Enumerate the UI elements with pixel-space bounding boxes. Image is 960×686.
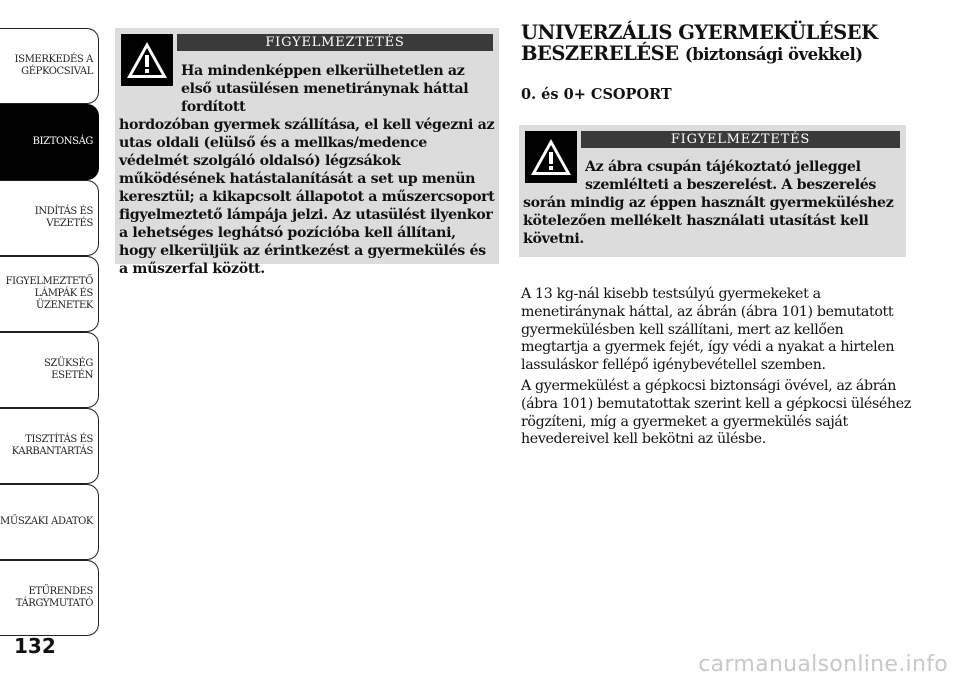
warning-text-lead: Ha mindenképpen elkerülhetetlen az első utasülésen menetiránynak háttal fordított [181, 63, 469, 115]
tab-biztonsag[interactable]: BIZTONSÁG [0, 104, 99, 180]
tab-tisztitas[interactable]: TISZTÍTÁS ÉS KARBANTARTÁS [0, 408, 99, 484]
section-title [521, 22, 921, 65]
warning-header: FIGYELMEZTETÉS [581, 131, 900, 148]
warning-text-rest: hordozóban gyermek szállítása, el kell végezni az utas oldali (elülső és a mellkas/medence védelmét szolgáló oldalsó) légzsákok működésének hatástalanítását a set up menün keresztül; a kikapcsolt állapotot a műszercsoport figyelmeztető lámpája jelzi. Az utasülést ilyenkor a lehetséges leghátsó pozícióba kell állítani, hogy elkerüljük az érintkezést a gyermekülés és a műszerfal között. [119, 117, 495, 277]
group-heading: 0. és 0+ CSOPORT [521, 86, 672, 103]
page-number: 132 [14, 634, 56, 658]
warning-text [119, 62, 495, 278]
body-paragraph: A gyermekülést a gépkocsi biztonsági övével, az ábrán (ábra 101) bemutatottak szerint kell a gépkocsi üléséhez rögzíteni, míg a gyermeket a gyermekülés saját hevedereivel kell bekötni az ülésbe. [521, 378, 911, 448]
warning-box-install [519, 125, 906, 257]
warning-text-rest: során mindig az éppen használt gyermeküléshez kötelezően mellékelt használati utasítást kell követni. [523, 195, 894, 247]
tab-szukseg[interactable]: SZÜKSÉG ESETÉN [0, 332, 99, 408]
section-title-sub: (biztonsági övekkel) [684, 45, 863, 64]
warning-box-airbag [115, 28, 499, 277]
tab-figyelmezteto[interactable]: FIGYELMEZTETŐ LÁMPÁK ÉS ÜZENETEK [0, 256, 99, 332]
warning-header: FIGYELMEZTETÉS [177, 34, 493, 51]
warning-text-lead: Az ábra csupán tájékoztató jelleggel szemlélteti a beszerelést. A beszerelés [585, 159, 877, 193]
tab-inditas[interactable]: INDÍTÁS ÉS VEZETÉS [0, 180, 99, 256]
tab-muszaki[interactable]: MŰSZAKI ADATOK [0, 484, 99, 560]
tab-ismerkedes[interactable]: ISMERKEDÉS A GÉPKOCSIVAL [0, 28, 99, 104]
watermark: carmanualsonline.info [698, 652, 948, 677]
tab-targymutato[interactable]: ETŰRENDES TÁRGYMUTATÓ [0, 560, 99, 636]
warning-text [523, 158, 903, 248]
body-paragraph: A 13 kg-nál kisebb testsúlyú gyermekeket a menetiránynak háttal, az ábrán (ábra 101) bemutatott gyermekülésben kell szállítani, mert az kellően megtartja a gyermek fejét, így védi a nyakat a hirtelen lassuláskor fellépő igénybevétellel szemben. [521, 286, 895, 374]
section-title-main: UNIVERZÁLIS GYERMEKÜLÉSEK BESZERELÉSE [521, 21, 878, 65]
